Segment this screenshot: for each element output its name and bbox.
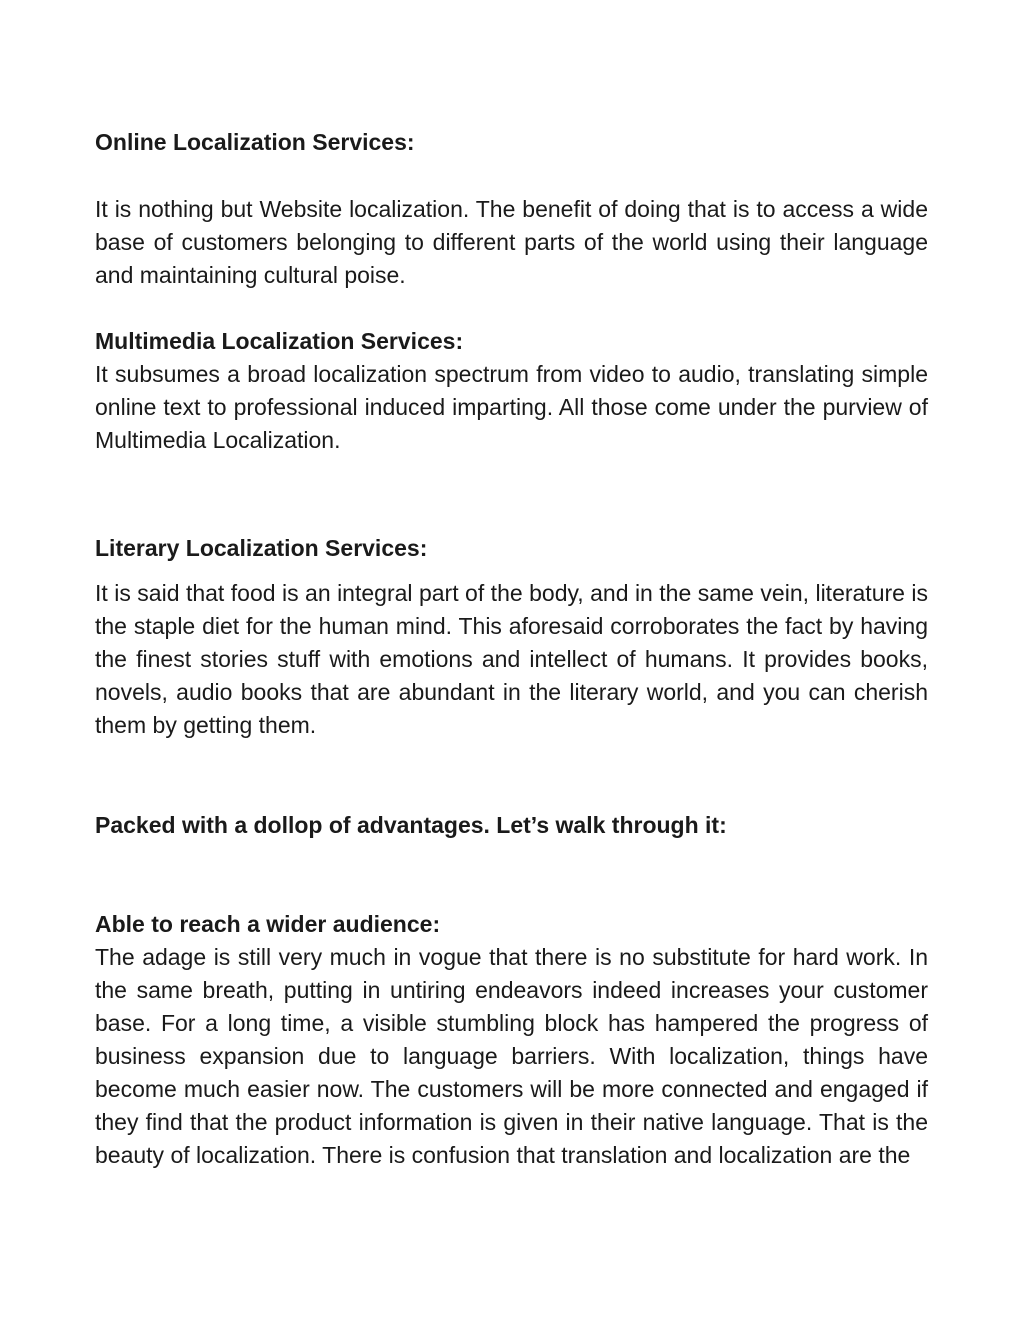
section-heading-advantages: Packed with a dollop of advantages. Let’s walk through it: — [95, 812, 727, 838]
section-body-online: It is nothing but Website localization. The benefit of doing that is to access a wide base of customers belonging to different parts of the world using their language and maintaining cultural poise. — [95, 196, 928, 288]
section-heading-online: Online Localization Services: — [95, 129, 415, 155]
section-heading-literary: Literary Localization Services: — [95, 535, 428, 561]
section-heading-multimedia: Multimedia Localization Services: — [95, 328, 464, 354]
section-heading-wider-audience: Able to reach a wider audience: — [95, 911, 441, 937]
section-body-multimedia: It subsumes a broad localization spectrum from video to audio, translating simple online text to professional induced imparting. All those come under the purview of Multimedia Localization. — [95, 361, 928, 453]
section-body-literary: It is said that food is an integral part of the body, and in the same vein, literature is the staple diet for the human mind. This aforesaid corroborates the fact by having the finest stories stuff with emotions and intellect of humans. It provides books, novels, audio books that are abundant in the literary world, and you can cherish them by getting them. — [95, 580, 928, 738]
section-body-wider-audience: The adage is still very much in vogue that there is no substitute for hard work. In the same breath, putting in untiring endeavors indeed increases your customer base. For a long time, a visible stumbling block has hampered the progress of business expansion due to language barriers. With localization, things have become much easier now. The customers will be more connected and engaged if they find that the product information is given in their native language. That is the beauty of localization. There is confusion that translation and localization are the — [95, 944, 928, 1168]
